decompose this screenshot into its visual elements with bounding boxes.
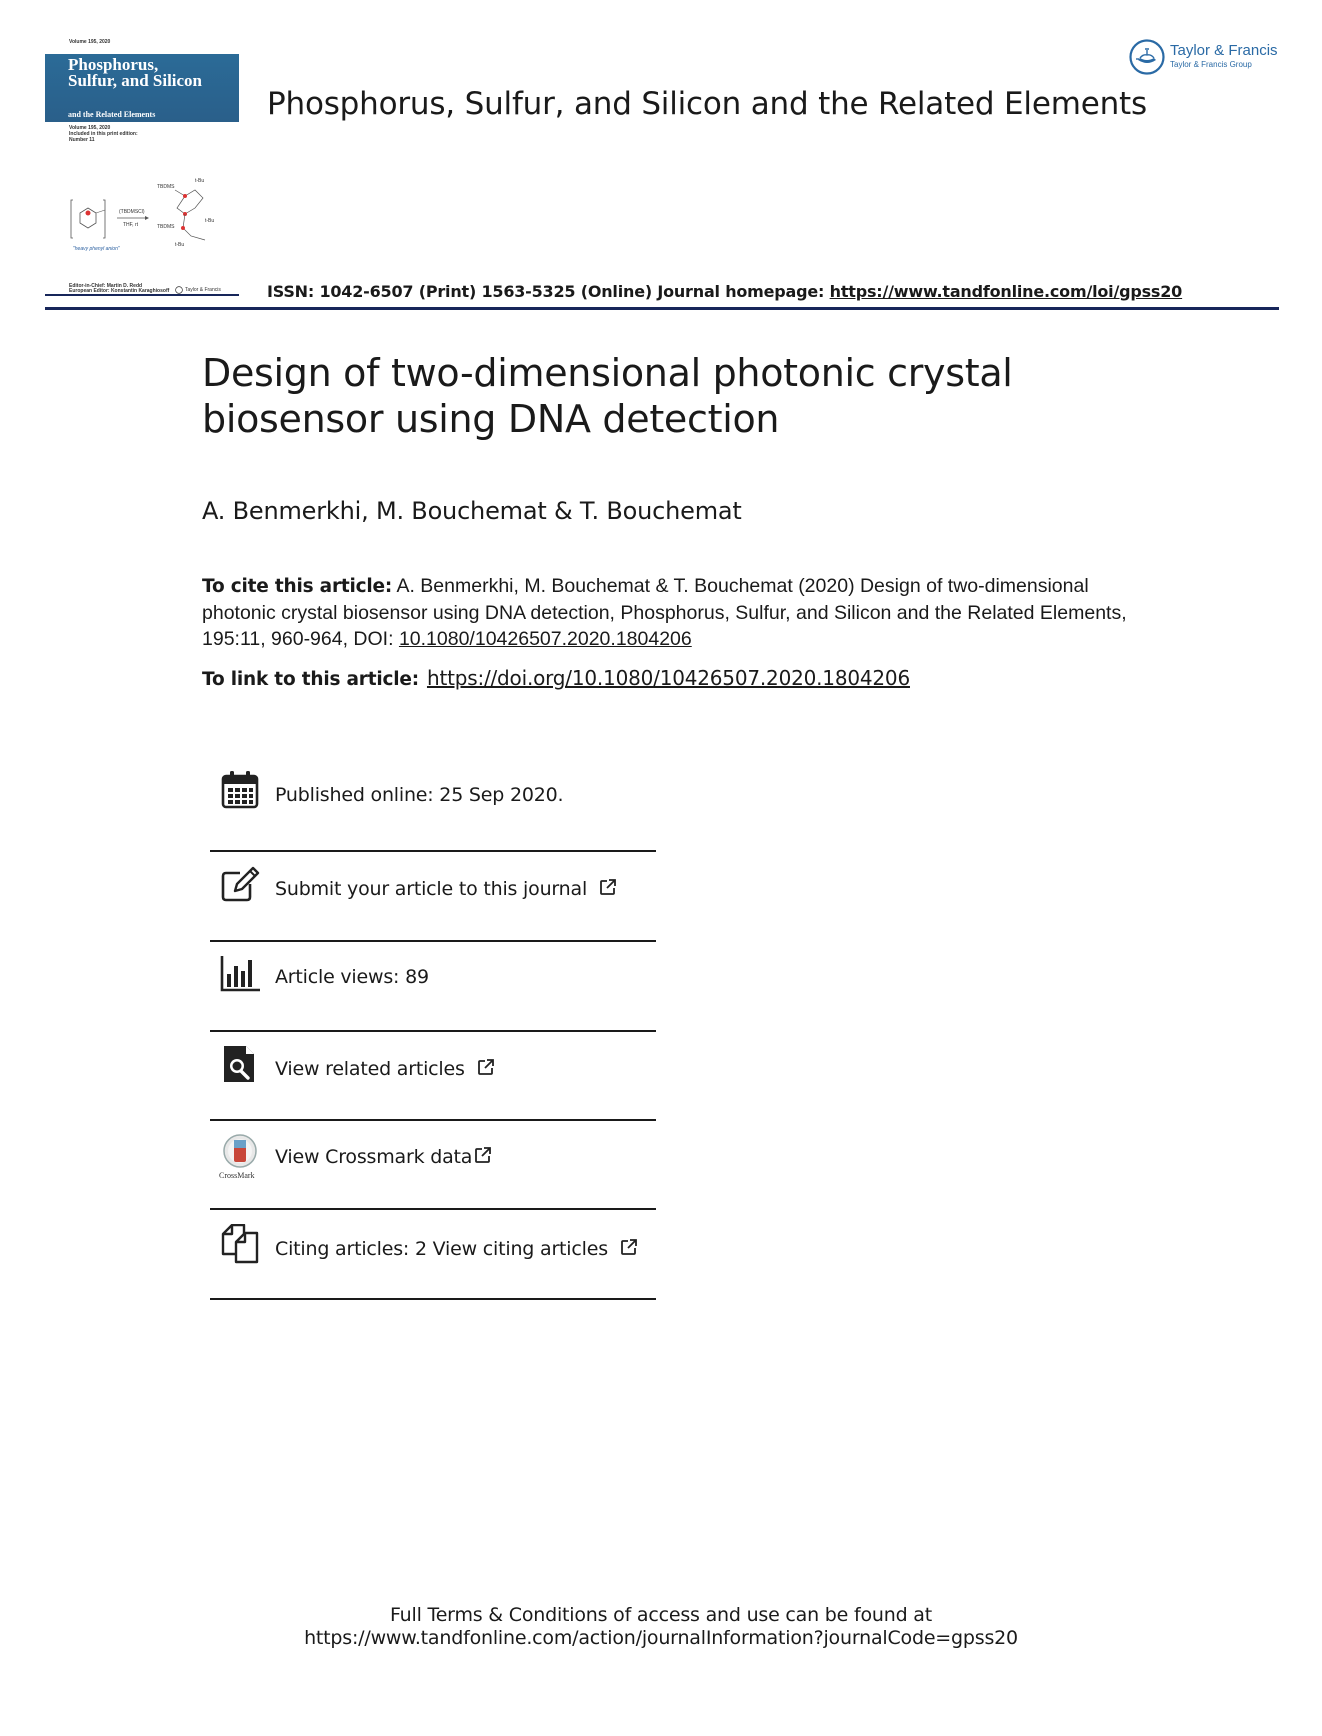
cover-editor-line: European Editor: Konstantin Karaghiosoff xyxy=(69,288,170,294)
cover-title: Phosphorus, Sulfur, and Silicon xyxy=(68,55,203,90)
external-link-icon xyxy=(599,878,617,896)
svg-text:t-Bu: t-Bu xyxy=(175,242,185,248)
publisher-logo[interactable] xyxy=(1128,38,1288,78)
submit-article-link[interactable] xyxy=(275,878,617,900)
info-separator xyxy=(210,1030,656,1032)
cover-molecule-diagram xyxy=(65,178,235,270)
copy-documents-icon xyxy=(220,1224,260,1264)
external-link-icon xyxy=(474,1146,492,1164)
published-row xyxy=(210,770,656,814)
info-separator xyxy=(210,850,656,852)
cover-volume-line: Volume 195, 2020 xyxy=(69,39,111,45)
molecule-caption: "heavy phenyl anion" xyxy=(73,246,120,252)
citing-articles-label: Citing articles: 2 View citing articles xyxy=(275,1238,608,1260)
info-separator xyxy=(210,940,656,942)
bar-chart-icon xyxy=(220,954,260,994)
citation-block xyxy=(202,573,1132,652)
molecule-tbdms-label: TBDMS xyxy=(157,184,175,190)
related-articles-row[interactable] xyxy=(210,1044,656,1088)
cite-doi-link[interactable]: 10.1080/10426507.2020.1804206 xyxy=(398,628,692,650)
cover-publisher-mark xyxy=(175,286,221,294)
molecule-conditions-label: THF, rt xyxy=(123,222,138,228)
related-articles-link[interactable] xyxy=(275,1058,495,1080)
external-link-icon xyxy=(477,1058,495,1076)
link-label: To link to this article: xyxy=(202,669,419,690)
document-search-icon xyxy=(220,1044,260,1084)
journal-cover-thumbnail xyxy=(45,38,239,295)
cover-issue-line: Volume 195, 2020 xyxy=(69,125,111,131)
cite-label: To cite this article: xyxy=(202,576,393,597)
molecule-tbu-label: t-Bu xyxy=(195,178,205,184)
related-articles-label: View related articles xyxy=(275,1058,465,1080)
issn-line xyxy=(267,282,1182,301)
submit-article-row[interactable] xyxy=(210,862,656,906)
info-separator xyxy=(210,1119,656,1121)
article-authors: A. Benmerkhi, M. Bouchemat & T. Bouchemat xyxy=(202,497,742,525)
citing-articles-link[interactable] xyxy=(275,1238,638,1260)
publisher-group: Taylor & Francis Group xyxy=(1170,60,1252,69)
cover-publisher-logo-icon xyxy=(175,286,183,294)
citing-articles-row[interactable] xyxy=(210,1224,656,1268)
crossmark-link[interactable] xyxy=(275,1146,492,1168)
footer-terms-url[interactable]: https://www.tandfonline.com/action/journalInformation?journalCode=gpss20 xyxy=(304,1627,1018,1649)
crossmark-row[interactable] xyxy=(210,1134,656,1180)
info-separator xyxy=(210,1298,656,1300)
article-title-line: Design of two-dimensional photonic crystal xyxy=(202,351,1013,395)
calendar-icon xyxy=(220,770,260,810)
cover-publisher-name: Taylor & Francis xyxy=(185,286,221,293)
journal-homepage-link[interactable]: https://www.tandfonline.com/loi/gpss20 xyxy=(829,282,1183,301)
article-views-count: Article views: 89 xyxy=(275,966,429,988)
crossmark-icon xyxy=(220,1134,260,1170)
molecule-tbdms-label-2: TBDMS xyxy=(157,224,175,230)
cover-editor-info xyxy=(69,284,169,294)
footer-terms xyxy=(0,1604,1322,1650)
crossmark-logo xyxy=(220,1134,260,1180)
crossmark-label: View Crossmark data xyxy=(275,1146,473,1168)
published-date: Published online: 25 Sep 2020. xyxy=(275,784,564,806)
svg-text:t-Bu: t-Bu xyxy=(205,218,215,224)
article-views-row xyxy=(210,954,656,998)
cover-title-band xyxy=(45,54,239,122)
cover-issue-info xyxy=(69,126,138,143)
molecule-reagent-label: (TBDMSCl) xyxy=(119,209,145,215)
submit-article-label: Submit your article to this journal xyxy=(275,878,588,900)
footer-terms-text: Full Terms & Conditions of access and use can be found at xyxy=(389,1604,932,1626)
external-link-icon xyxy=(620,1238,638,1256)
cover-issue-line: Number 11 xyxy=(69,137,95,143)
cover-issue-line: Included in this print edition: xyxy=(69,131,138,137)
issn-text: ISSN: 1042-6507 (Print) 1563-5325 (Online) Journal homepage: xyxy=(267,282,830,301)
info-separator xyxy=(210,1208,656,1210)
article-title-line: biosensor using DNA detection xyxy=(202,397,780,441)
cover-bottom-bar xyxy=(45,294,239,296)
taylor-francis-lamp-icon xyxy=(1128,38,1166,76)
cover-subtitle: and the Related Elements xyxy=(68,110,156,119)
article-title xyxy=(202,350,1162,442)
article-link-line xyxy=(202,666,910,691)
cover-editor-line: Editor-in-Chief: Martin D. Redd xyxy=(69,283,143,289)
header-rule xyxy=(45,307,1279,310)
crossmark-logo-text: CrossMark xyxy=(219,1171,255,1180)
edit-icon xyxy=(220,864,260,904)
journal-title: Phosphorus, Sulfur, and Silicon and the Related Elements xyxy=(267,86,1147,122)
publisher-name: Taylor & Francis xyxy=(1170,42,1278,59)
cite-text: A. Benmerkhi, M. Bouchemat & T. Bouchemat (2020) Design of two-dimensional photonic crystal biosensor using DNA detection, Phosphorus, Sulfur, and Silicon and the Related Elements, 195:11, 960-964, DOI: xyxy=(202,575,1127,650)
article-doi-link[interactable]: https://doi.org/10.1080/10426507.2020.1804206 xyxy=(426,666,910,690)
